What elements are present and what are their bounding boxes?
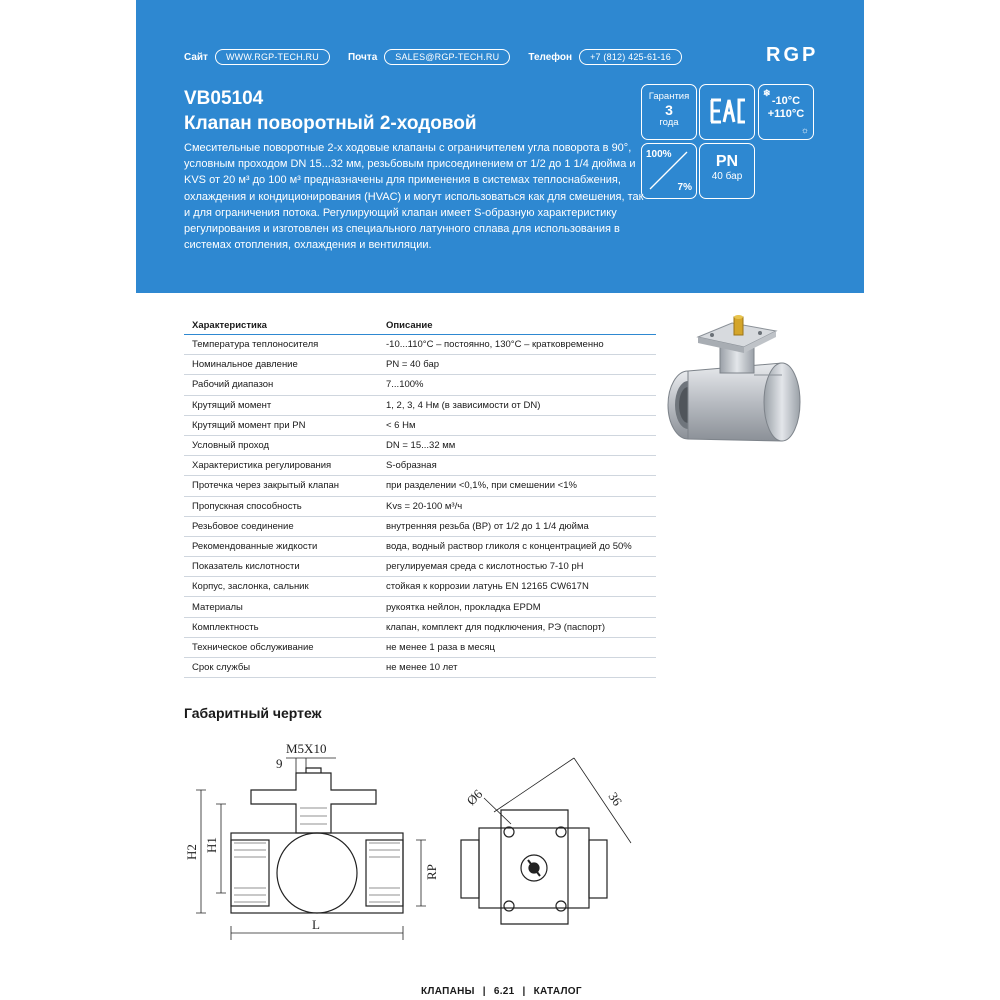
label-dim-9: 9 [276,756,283,771]
spec-name: Рекомендованные жидкости [184,536,378,556]
label-rp: RP [424,864,439,880]
contacts-bar [184,47,700,67]
snowflake-icon: ❄ [763,88,771,98]
label-d6: Ø6 [463,786,486,809]
spec-name: Резьбовое соединение [184,516,378,536]
spec-value: PN = 40 бар [378,355,656,375]
mail-link[interactable]: SALES@RGP-TECH.RU [384,49,510,65]
spec-value: Kvs = 20-100 м³/ч [378,496,656,516]
spec-name: Номинальное давление [184,355,378,375]
spec-name: Температура теплоносителя [184,335,378,355]
range-badge [641,143,697,199]
spec-name: Корпус, заслонка, сальник [184,577,378,597]
spec-name: Материалы [184,597,378,617]
table-row [184,496,656,516]
table-row [184,395,656,415]
table-row [184,617,656,637]
table-row [184,597,656,617]
range-high: 100% [646,149,672,160]
range-low: 7% [677,182,692,193]
phone-link[interactable]: +7 (812) 425-61-16 [579,49,682,65]
dimension-drawing [176,728,636,948]
pn-label: PN [715,153,739,170]
specs-header-characteristic: Характеристика [184,317,378,335]
temp-low: -10°C [771,95,801,107]
specs-table [184,317,656,678]
spec-value: клапан, комплект для подключения, РЭ (паспорт) [378,617,656,637]
spec-value: при разделении <0,1%, при смешении <1% [378,476,656,496]
spec-name: Характеристика регулирования [184,456,378,476]
footer-section: КЛАПАНЫ [421,986,475,997]
footer-separator: | [522,986,526,997]
spec-name: Техническое обслуживание [184,637,378,657]
header-band [136,0,864,293]
label-h1: H1 [204,837,219,853]
spec-value: вода, водный раствор гликоля с концентрацией до 50% [378,536,656,556]
table-row [184,355,656,375]
product-code: VB05104 [184,88,264,109]
eac-mark-icon [701,85,754,138]
label-h2: H2 [184,844,199,860]
spec-name: Рабочий диапазон [184,375,378,395]
warranty-years: 3 [665,102,673,118]
spec-name: Срок службы [184,658,378,678]
spec-value: 1, 2, 3, 4 Нм (в зависимости от DN) [378,395,656,415]
label-l: L [312,917,320,932]
table-row [184,536,656,556]
eac-badge [699,84,755,140]
spec-value: < 6 Нм [378,415,656,435]
table-row [184,516,656,536]
temperature-badge [758,84,814,140]
spec-name: Показатель кислотности [184,557,378,577]
table-row [184,335,656,355]
warranty-label: Гарантия [648,91,690,102]
table-row [184,658,656,678]
page-footer [421,986,582,997]
spec-value: рукоятка нейлон, прокладка EPDM [378,597,656,617]
mail-label: Почта [347,51,378,63]
table-row [184,375,656,395]
spec-value: S-образная [378,456,656,476]
spec-value: регулируемая среда с кислотностью 7-10 pH [378,557,656,577]
table-row [184,577,656,597]
product-description: Смесительные поворотные 2-х ходовые клапаны с ограничителем угла поворота в 90°, условным проходом DN 15...32 мм, резьбовым присоединением от 1/2 до 1 1/4 дюйма и KVS от 20 м³ до 100 м³ предназначены для применения в системах теплоснабжения, охлаждения и кондиционирования (HVAC) и могут использоваться как для смешения, так и для ограничения потока. Регулирующий клапан имеет S-образную характеристику регулирования и изготовлен из специального латунного сплава для использования в системах отопления, охлаждения и вентиляции. [184,142,644,252]
warranty-badge [641,84,697,140]
brand-logo: RGP [766,44,819,66]
spec-value: не менее 10 лет [378,658,656,678]
footer-catalog: КАТАЛОГ [533,986,582,997]
spec-value: 7...100% [378,375,656,395]
spec-name: Протечка через закрытый клапан [184,476,378,496]
spec-name: Условный проход [184,435,378,455]
spec-value: стойкая к коррозии латунь EN 12165 CW617N [378,577,656,597]
site-label: Сайт [184,51,208,63]
spec-name: Пропускная способность [184,496,378,516]
spec-value: DN = 15...32 мм [378,435,656,455]
footer-page-number: 6.21 [493,986,515,997]
temp-high: +110°C [767,108,805,120]
spec-value: внутренняя резьба (ВР) от 1/2 до 1 1/4 дюйма [378,516,656,536]
table-row [184,435,656,455]
table-row [184,456,656,476]
pn-value: 40 бар [711,171,743,182]
label-m5x10: M5X10 [286,741,327,756]
table-row [184,415,656,435]
drawing-title: Габаритный чертеж [184,705,322,721]
specs-header-row [184,317,656,335]
spec-name: Крутящий момент [184,395,378,415]
table-row [184,637,656,657]
catalog-page [136,0,864,1000]
table-row [184,557,656,577]
phone-label: Телефон [528,51,573,63]
warranty-unit: года [659,117,679,128]
site-link[interactable]: WWW.RGP-TECH.RU [215,49,330,65]
spec-name: Комплектность [184,617,378,637]
valve-product-image [664,313,824,453]
sun-icon: ☼ [800,125,809,135]
table-row [184,476,656,496]
footer-separator: | [482,986,486,997]
spec-value: -10...110°С – постоянно, 130°С – кратковременно [378,335,656,355]
product-title: Клапан поворотный 2-ходовой [184,113,477,134]
spec-value: не менее 1 раза в месяц [378,637,656,657]
spec-name: Крутящий момент при PN [184,415,378,435]
specs-body [184,335,656,678]
specs-header-description: Описание [378,317,656,335]
label-36: 36 [605,789,626,809]
pressure-badge [699,143,755,199]
